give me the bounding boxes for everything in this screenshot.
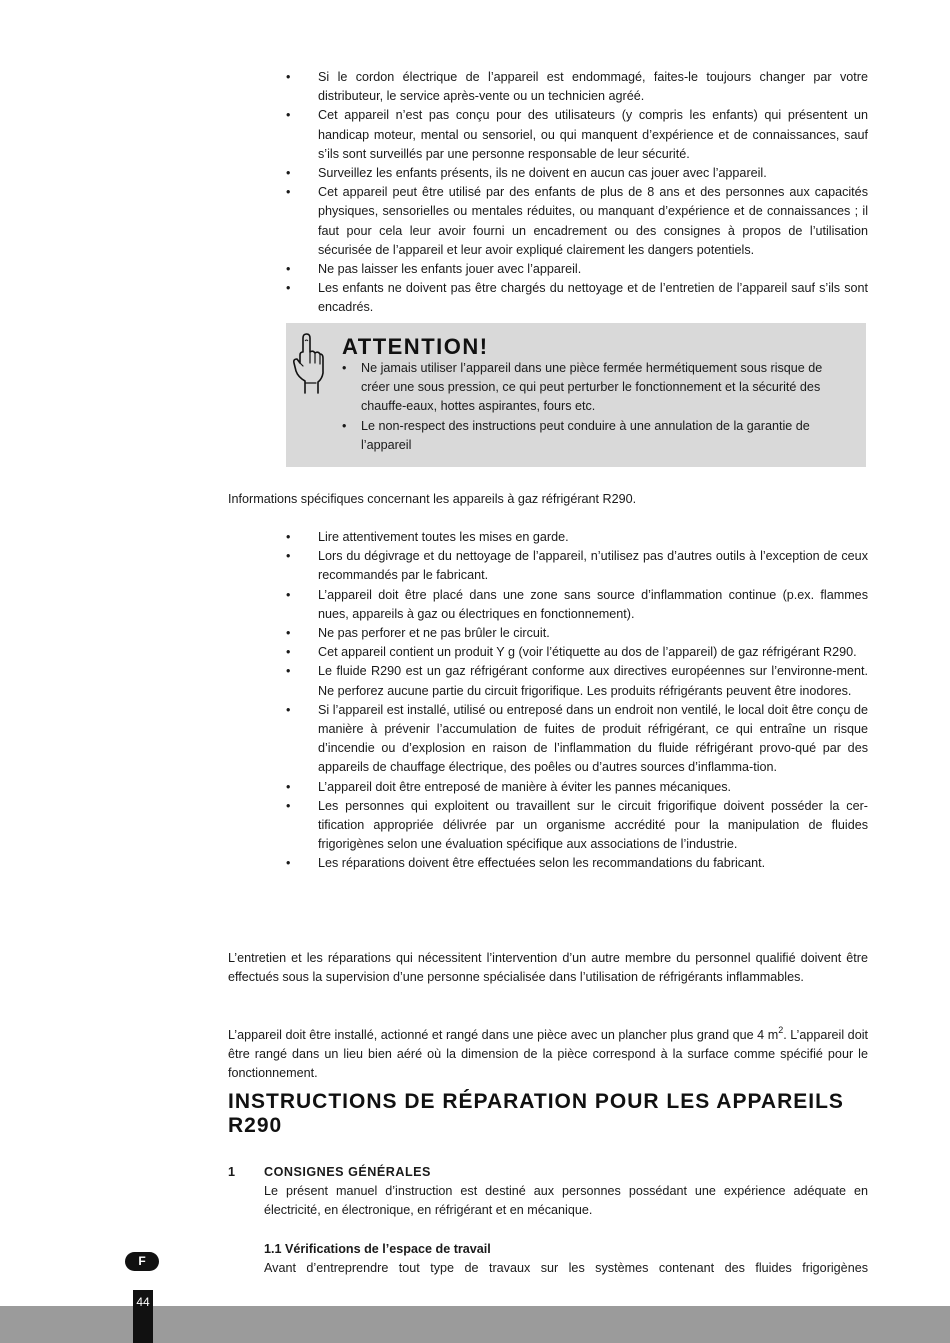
- list-item: • Lors du dégivrage et du nettoyage de l’appareil, n’utilisez pas d’autres outils à l’exception de ceux recommandés par le fabricant.: [286, 547, 868, 585]
- list-item: • Le non-respect des instructions peut conduire à une annulation de la garantie de l’appareil: [342, 417, 854, 455]
- list-item: • Lire attentivement toutes les mises en garde.: [286, 528, 868, 547]
- attention-list: [342, 359, 854, 455]
- superscript: 2: [778, 1025, 784, 1035]
- list-item: • Cet appareil n’est pas conçu pour des utilisateurs (y compris les enfants) qui présentent un handicap moteur, mental ou sensoriel, ou qui manquent d’expérience et de connaissances, sauf s’ils sont surveillés par une personne responsable de leur sécurité.: [286, 106, 868, 164]
- list-item: • L’appareil doit être placé dans une zone sans source d’inflammation continue (p.ex. flammes nues, appareils à gaz ou électriques en fonctionnement).: [286, 586, 868, 624]
- attention-title: ATTENTION!: [342, 334, 489, 359]
- section-title: INSTRUCTIONS DE RÉPARATION POUR LES APPAREILS R290: [228, 1090, 844, 1137]
- list-item: • L’appareil doit être entreposé de manière à éviter les pannes mécaniques.: [286, 778, 868, 797]
- list-item: • Les réparations doivent être effectuées selon les recommandations du fabricant.: [286, 854, 868, 873]
- pointing-hand-icon: [292, 333, 324, 395]
- list-item: • Les enfants ne doivent pas être chargés du nettoyage et de l’entretien de l’appareil sauf s’ils sont encadrés.: [286, 279, 868, 317]
- list-item: • Cet appareil peut être utilisé par des enfants de plus de 8 ans et des personnes aux capacités physiques, sensorielles ou mentales réduites, ou manquant d’expérience et de connaissances ; il faut pour cela leur avoir fourni un encadrement ou des consignes à propos de l’utilisation sécurisée de l’appareil et leur avoir expliqué clairement les dangers potentiels.: [286, 183, 868, 260]
- list-item: • Le fluide R290 est un gaz réfrigérant conforme aux directives européennes sur l’environne-ment. Ne perforez aucune partie du circuit frigorifique. Les produits réfrigérants peuvent être inodores.: [286, 662, 868, 700]
- room-text-end: . L’appareil doit être rangé dans un lieu bien aéré où la dimension de la pièce correspond à la surface comme spécifié pour le fonctionnement.: [228, 1028, 868, 1081]
- attention-box: [286, 323, 866, 467]
- subsubsection-title: 1.1 Vérifications de l’espace de travail: [264, 1242, 491, 1256]
- list-item: • Ne pas laisser les enfants jouer avec l’appareil.: [286, 260, 868, 279]
- list-item: • Si l’appareil est installé, utilisé ou entreposé dans un endroit non ventilé, le local doit être conçu de manière à prévenir l’accumulation de fuites de produit réfrigérant, ce qui entraîne un risque d’incendie ou d’explosion en raison de l’inflammation du fluide réfrigérant provo-qué par des appareils de chauffage électrique, des poêles ou d’autres sources d’inflamma-tion.: [286, 701, 868, 778]
- page-number: 44: [133, 1290, 153, 1343]
- list-item: • Si le cordon électrique de l’appareil est endommagé, faites-le toujours changer par votre distributeur, le service après-vente ou un technicien agréé.: [286, 68, 868, 106]
- language-badge: F: [125, 1252, 159, 1271]
- r290-bullet-list: [286, 528, 868, 874]
- list-item: • Les personnes qui exploitent ou travaillent sur le circuit frigorifique doivent posséder la cer-tification appropriée délivrée par un organisme accrédité pour la manipulation de fluides frigorigènes selon une évaluation spécifique aux associations de l’industrie.: [286, 797, 868, 855]
- safety-bullet-list: [286, 68, 868, 318]
- list-item: • Cet appareil contient un produit Y g (voir l’étiquette au dos de l’appareil) de gaz réfrigérant R290.: [286, 643, 868, 662]
- subsubsection-body: Avant d’entreprendre tout type de travaux sur les systèmes contenant des fluides frigorigènes: [264, 1261, 868, 1275]
- room-size-paragraph: [228, 1026, 868, 1084]
- subsection-body: Le présent manuel d’instruction est destiné aux personnes possédant une expérience adéquate en électricité, en électronique, en réfrigérant et en mécanique.: [264, 1184, 868, 1218]
- list-item: • Surveillez les enfants présents, ils ne doivent en aucun cas jouer avec l’appareil.: [286, 164, 868, 183]
- subsection-title: CONSIGNES GÉNÉRALES: [264, 1165, 431, 1179]
- list-item: • Ne pas perforer et ne pas brûler le circuit.: [286, 624, 868, 643]
- subsection-number: 1: [228, 1165, 236, 1179]
- r290-intro: Informations spécifiques concernant les appareils à gaz réfrigérant R290.: [228, 492, 637, 506]
- maintenance-paragraph: L’entretien et les réparations qui nécessitent l’intervention d’un autre membre du personnel qualifié doivent être effectués sous la supervision d’une personne spécialisée dans l’utilisation de réfrigérants inflammables.: [228, 951, 868, 985]
- room-text-start: L’appareil doit être installé, actionné et rangé dans une pièce avec un plancher plus grand que 4 m: [228, 1028, 779, 1042]
- list-item: • Ne jamais utiliser l’appareil dans une pièce fermée hermétiquement sous risque de créer une sous pression, ce qui peut perturber le fonctionnement et la sécurité des chauffe-eaux, hottes aspirantes, fours etc.: [342, 359, 854, 417]
